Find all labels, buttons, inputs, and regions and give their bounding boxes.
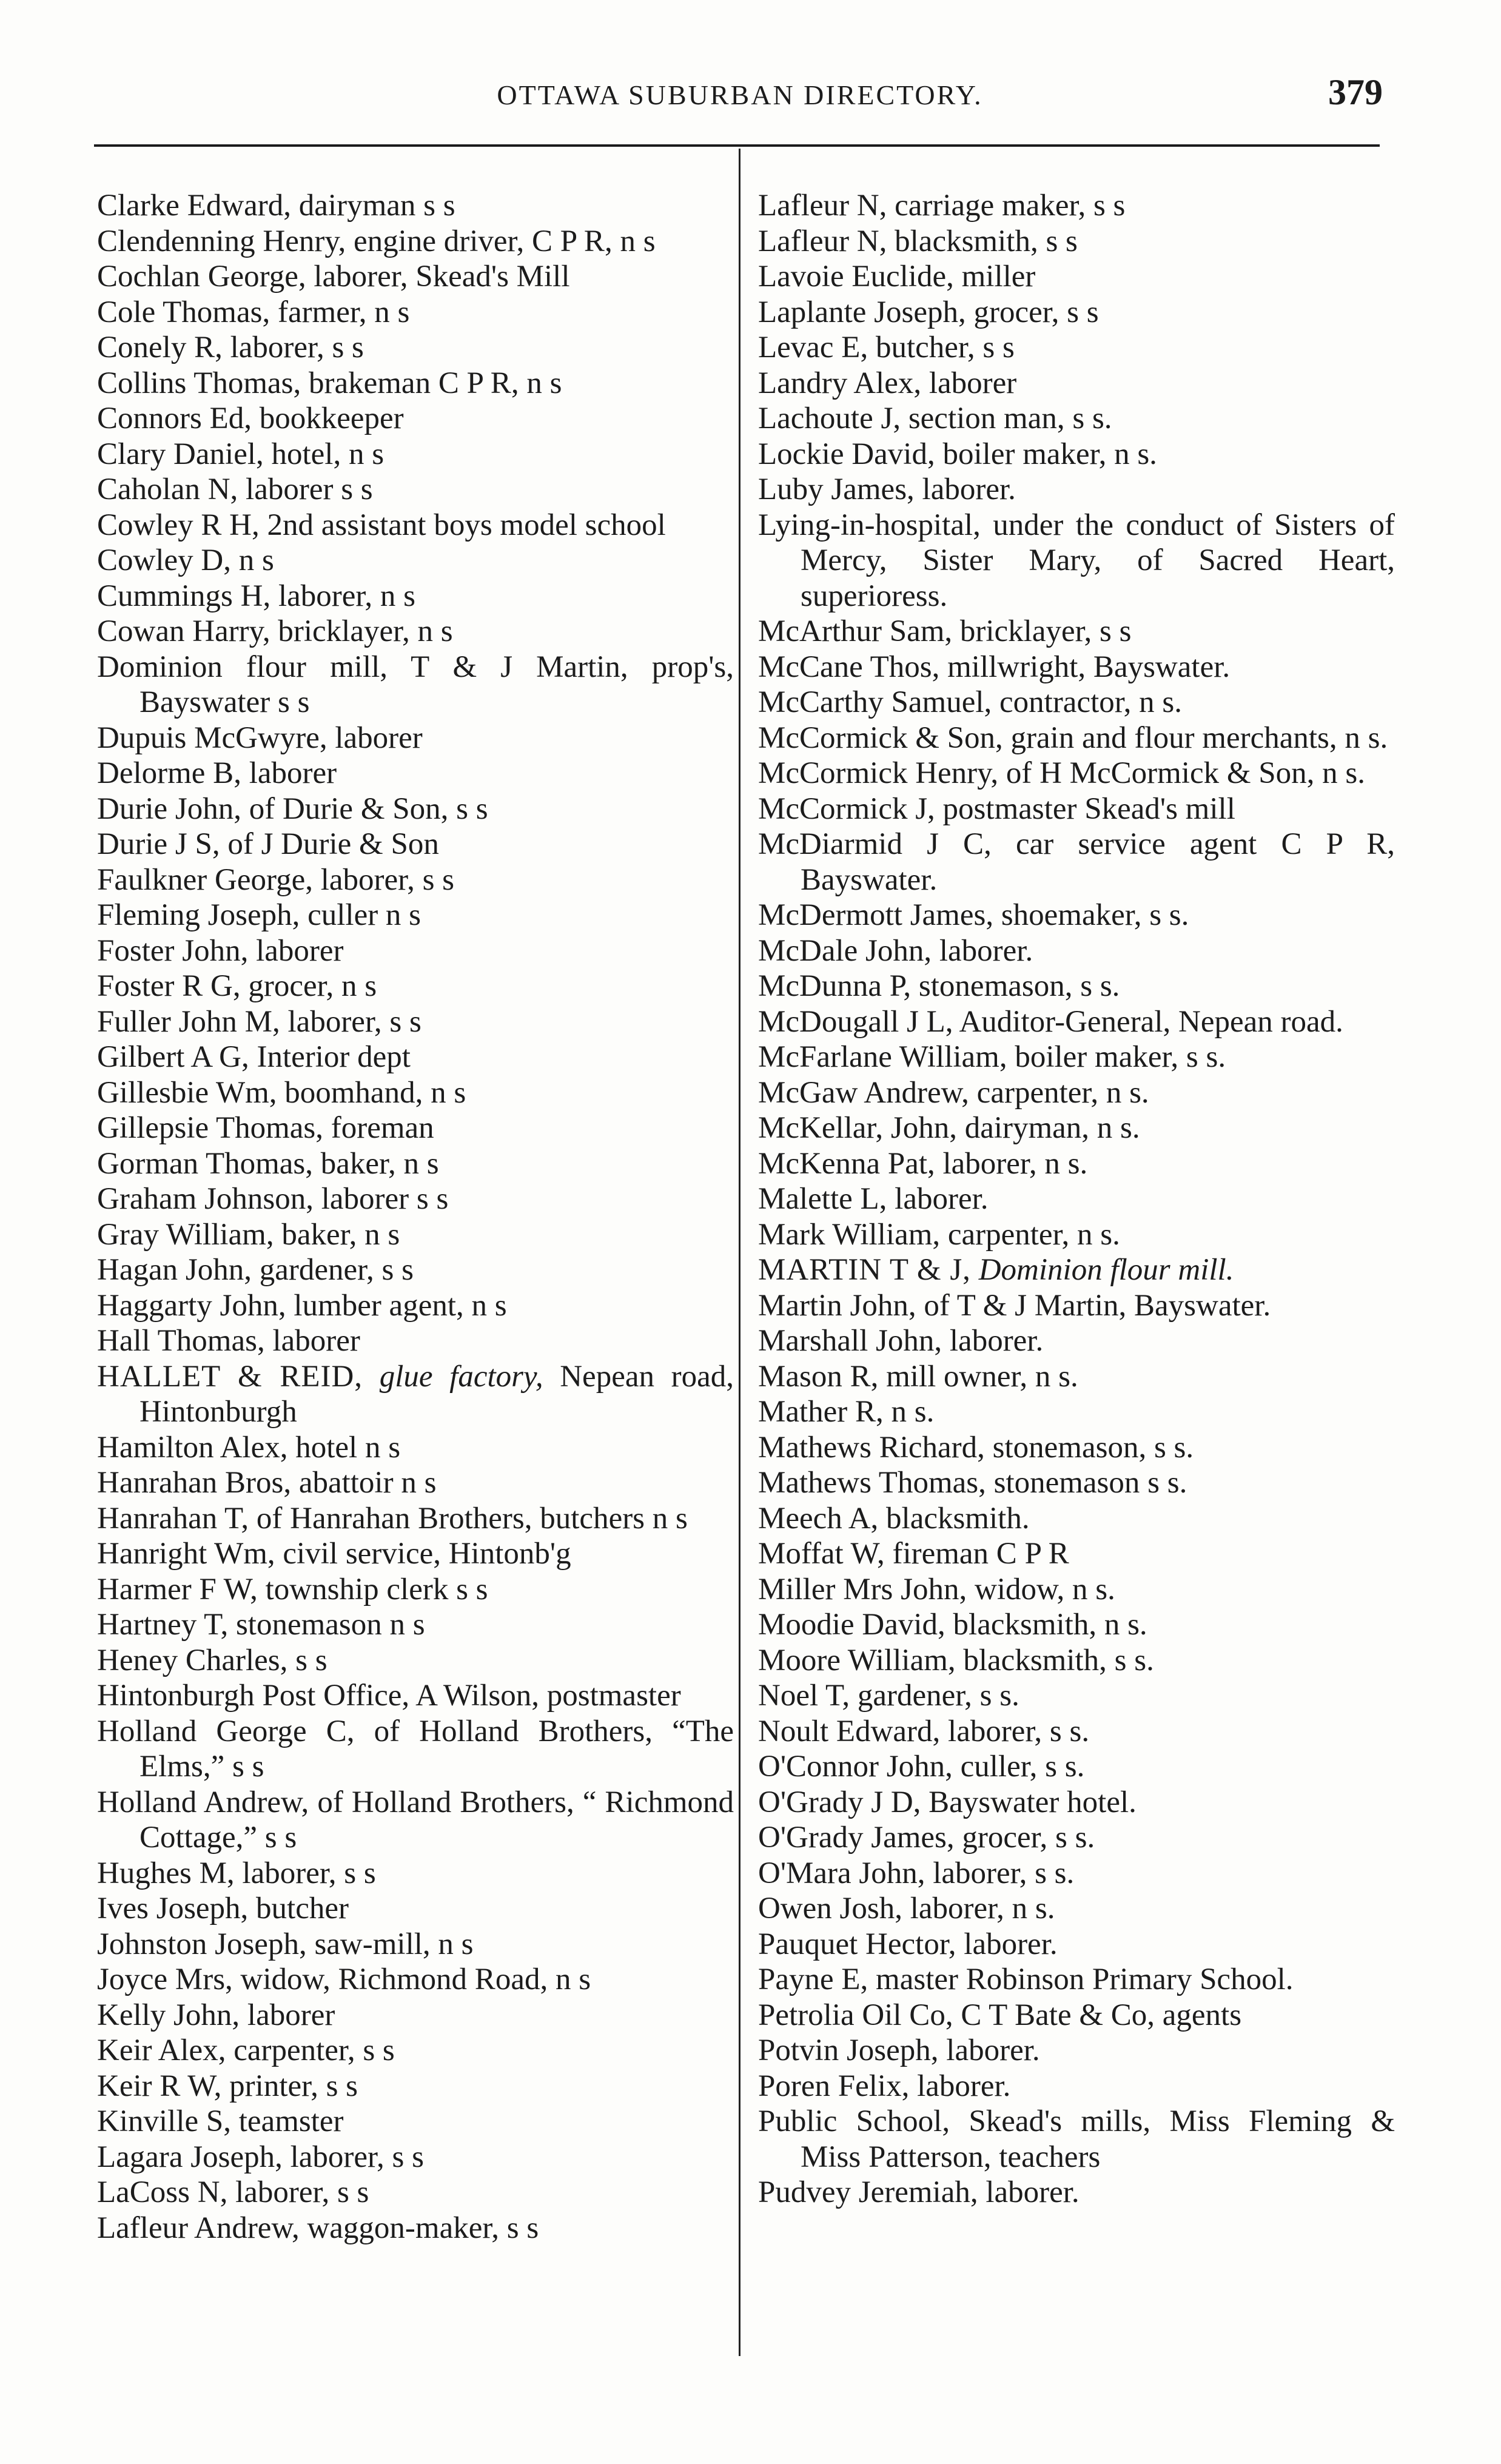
directory-entry: O'Mara John, laborer, s s.	[758, 1856, 1075, 1890]
directory-entry: Lafleur N, carriage maker, s s	[758, 189, 1126, 223]
directory-entry: O'Grady J D, Bayswater hotel.	[758, 1785, 1137, 1819]
directory-entry: Lachoute J, section man, s s.	[758, 401, 1112, 435]
directory-entry: Petrolia Oil Co, C T Bate & Co, agents	[758, 1998, 1242, 2032]
directory-entry: Potvin Joseph, laborer.	[758, 2033, 1040, 2067]
column-divider	[739, 149, 740, 2356]
directory-entry: Cochlan George, laborer, Skead's Mill	[97, 260, 570, 294]
directory-entry: Mather R, n s.	[758, 1395, 935, 1429]
directory-entry: Miller Mrs John, widow, n s.	[758, 1572, 1115, 1606]
directory-entry: Clary Daniel, hotel, n s	[97, 437, 384, 471]
directory-entry: LaCoss N, laborer, s s	[97, 2175, 369, 2209]
directory-entry: Johnston Joseph, saw-mill, n s	[97, 1927, 474, 1961]
left-column	[97, 188, 734, 2246]
directory-entry: Kinville S, teamster	[97, 2104, 344, 2138]
directory-entry: McFarlane William, boiler maker, s s.	[758, 1040, 1226, 1074]
directory-entry: Cowley D, n s	[97, 543, 274, 577]
directory-entry: Holland George C, of Holland Brothers, “The Elms,” s s	[97, 1714, 734, 1784]
directory-entry: Lying-in-hospital, under the conduct of Sisters of Mercy, Sister Mary, of Sacred Heart, superioress.	[758, 508, 1395, 613]
page-title: OTTAWA SUBURBAN DIRECTORY.	[497, 79, 983, 110]
directory-entry: Dupuis McGwyre, laborer	[97, 720, 423, 755]
directory-entry: McDale John, laborer.	[758, 933, 1033, 968]
directory-entry: Gray William, baker, n s	[97, 1217, 400, 1252]
directory-entry: Haggarty John, lumber agent, n s	[97, 1288, 507, 1323]
directory-entry: Lagara Joseph, laborer, s s	[97, 2140, 424, 2174]
directory-entry: O'Connor John, culler, s s.	[758, 1750, 1085, 1784]
directory-entry: McCormick & Son, grain and flour merchants, n s.	[758, 720, 1388, 755]
directory-entry: Poren Felix, laborer.	[758, 2069, 1011, 2103]
directory-entry: Hughes M, laborer, s s	[97, 1856, 376, 1890]
directory-entry: Foster John, laborer	[97, 933, 344, 968]
directory-entry: Pauquet Hector, laborer.	[758, 1927, 1058, 1961]
directory-entry: Graham Johnson, laborer s s	[97, 1182, 449, 1216]
directory-entry: Keir Alex, carpenter, s s	[97, 2033, 395, 2067]
directory-entry: McDunna P, stonemason, s s.	[758, 969, 1120, 1003]
directory-entry: Mathews Thomas, stonemason s s.	[758, 1466, 1187, 1500]
directory-entry	[97, 1359, 734, 1430]
page-header	[97, 72, 1383, 120]
directory-entry: Payne E, master Robinson Primary School.	[758, 1962, 1294, 1996]
directory-entry: Martin John, of T & J Martin, Bayswater.	[758, 1288, 1271, 1323]
directory-entry: Malette L, laborer.	[758, 1182, 989, 1216]
directory-entry: Hagan John, gardener, s s	[97, 1253, 414, 1287]
directory-entry: O'Grady James, grocer, s s.	[758, 1821, 1095, 1855]
directory-entry: Mason R, mill owner, n s.	[758, 1359, 1078, 1394]
directory-entry: Mathews Richard, stonemason, s s.	[758, 1430, 1194, 1465]
directory-entry: Mark William, carpenter, n s.	[758, 1217, 1120, 1252]
directory-entry: Heney Charles, s s	[97, 1643, 327, 1677]
directory-entry: Luby James, laborer.	[758, 472, 1016, 506]
directory-entry: Hanright Wm, civil service, Hintonb'g	[97, 1537, 571, 1571]
directory-entry: Hall Thomas, laborer	[97, 1324, 360, 1358]
directory-entry: Meech A, blacksmith.	[758, 1501, 1030, 1536]
directory-entry: Durie J S, of J Durie & Son	[97, 827, 439, 861]
directory-entry: Clendenning Henry, engine driver, C P R, n s	[97, 224, 656, 258]
directory-entry: McGaw Andrew, carpenter, n s.	[758, 1075, 1149, 1110]
directory-entry: Landry Alex, laborer	[758, 366, 1017, 400]
directory-entry: Cowan Harry, bricklayer, n s	[97, 614, 453, 648]
directory-entry: Durie John, of Durie & Son, s s	[97, 791, 488, 826]
directory-entry: Lockie David, boiler maker, n s.	[758, 437, 1157, 471]
right-column	[758, 188, 1395, 2211]
directory-entry: Faulkner George, laborer, s s	[97, 862, 455, 897]
directory-entry: Caholan N, laborer s s	[97, 472, 373, 506]
entry-name-caps: MARTIN T & J,	[758, 1253, 971, 1287]
directory-entry: Cummings H, laborer, n s	[97, 579, 415, 613]
directory-entry: Lavoie Euclide, miller	[758, 260, 1036, 294]
directory-entry: Cowley R H, 2nd assistant boys model school	[97, 508, 666, 542]
entry-address: Nepean road, Hintonburgh	[139, 1359, 734, 1429]
directory-entry: McCormick Henry, of H McCormick & Son, n s.	[758, 756, 1365, 790]
directory-entry: McDermott James, shoemaker, s s.	[758, 898, 1189, 932]
directory-entry: Gilbert A G, Interior dept	[97, 1040, 411, 1074]
entry-name-caps: HALLET & REID,	[97, 1359, 363, 1394]
directory-entry: Keir R W, printer, s s	[97, 2069, 358, 2103]
directory-entry: Pudvey Jeremiah, laborer.	[758, 2175, 1080, 2209]
directory-entry: McCarthy Samuel, contractor, n s.	[758, 685, 1183, 719]
directory-entry: Moffat W, fireman C P R	[758, 1537, 1069, 1571]
directory-entry: Noult Edward, laborer, s s.	[758, 1714, 1090, 1748]
directory-entry: Dominion flour mill, T & J Martin, prop's, Bayswater s s	[97, 650, 734, 719]
directory-entry: McKellar, John, dairyman, n s.	[758, 1111, 1140, 1145]
directory-entry: Cole Thomas, farmer, n s	[97, 295, 410, 329]
directory-entry: Delorme B, laborer	[97, 756, 337, 790]
entry-business-italic: Dominion flour mill.	[970, 1253, 1234, 1287]
directory-entry: Fleming Joseph, culler n s	[97, 898, 421, 932]
directory-entry: McDougall J L, Auditor-General, Nepean road.	[758, 1004, 1343, 1039]
directory-entry: McKenna Pat, laborer, n s.	[758, 1146, 1088, 1181]
header-rule	[94, 144, 1380, 147]
directory-entry: Moore William, blacksmith, s s.	[758, 1643, 1154, 1677]
page-number: 379	[1328, 72, 1383, 112]
directory-entry: Connors Ed, bookkeeper	[97, 401, 404, 435]
directory-entry: Harmer F W, township clerk s s	[97, 1572, 488, 1606]
directory-entry: Collins Thomas, brakeman C P R, n s	[97, 366, 562, 400]
directory-entry: McArthur Sam, bricklayer, s s	[758, 614, 1132, 648]
directory-entry: Fuller John M, laborer, s s	[97, 1004, 421, 1039]
directory-entry: Marshall John, laborer.	[758, 1324, 1044, 1358]
directory-entry: Conely R, laborer, s s	[97, 331, 364, 364]
directory-entry: Foster R G, grocer, n s	[97, 969, 377, 1003]
directory-entry: Gillepsie Thomas, foreman	[97, 1111, 434, 1145]
directory-entry: Moodie David, blacksmith, n s.	[758, 1608, 1147, 1642]
directory-entry: Noel T, gardener, s s.	[758, 1679, 1019, 1713]
directory-entry: Lafleur Andrew, waggon-maker, s s	[97, 2211, 539, 2245]
directory-entry: Holland Andrew, of Holland Brothers, “ Richmond Cottage,” s s	[97, 1785, 734, 1855]
directory-entry: Gorman Thomas, baker, n s	[97, 1146, 439, 1181]
directory-entry: McCane Thos, millwright, Bayswater.	[758, 650, 1231, 684]
directory-entry: McDiarmid J C, car service agent C P R, Bayswater.	[758, 827, 1395, 897]
directory-entry: Clarke Edward, dairyman s s	[97, 189, 455, 223]
directory-entry	[758, 1252, 1395, 1288]
directory-entry: Hintonburgh Post Office, A Wilson, postmaster	[97, 1679, 681, 1713]
directory-entry: Levac E, butcher, s s	[758, 331, 1015, 364]
directory-entry: Hartney T, stonemason n s	[97, 1608, 425, 1642]
directory-entry: Public School, Skead's mills, Miss Fleming & Miss Patterson, teachers	[758, 2104, 1395, 2174]
directory-entry: Laplante Joseph, grocer, s s	[758, 295, 1099, 329]
directory-entry: Kelly John, laborer	[97, 1998, 335, 2032]
directory-entry: Ives Joseph, butcher	[97, 1892, 349, 1925]
directory-entry: McCormick J, postmaster Skead's mill	[758, 791, 1235, 826]
directory-entry: Hanrahan T, of Hanrahan Brothers, butchers n s	[97, 1501, 688, 1536]
directory-entry: Gillesbie Wm, boomhand, n s	[97, 1075, 466, 1110]
directory-entry: Hamilton Alex, hotel n s	[97, 1430, 401, 1465]
entry-business-italic: glue factory,	[363, 1359, 543, 1394]
directory-entry: Owen Josh, laborer, n s.	[758, 1892, 1055, 1925]
directory-entry: Joyce Mrs, widow, Richmond Road, n s	[97, 1962, 591, 1996]
directory-entry: Hanrahan Bros, abattoir n s	[97, 1466, 437, 1500]
directory-entry: Lafleur N, blacksmith, s s	[758, 224, 1078, 258]
